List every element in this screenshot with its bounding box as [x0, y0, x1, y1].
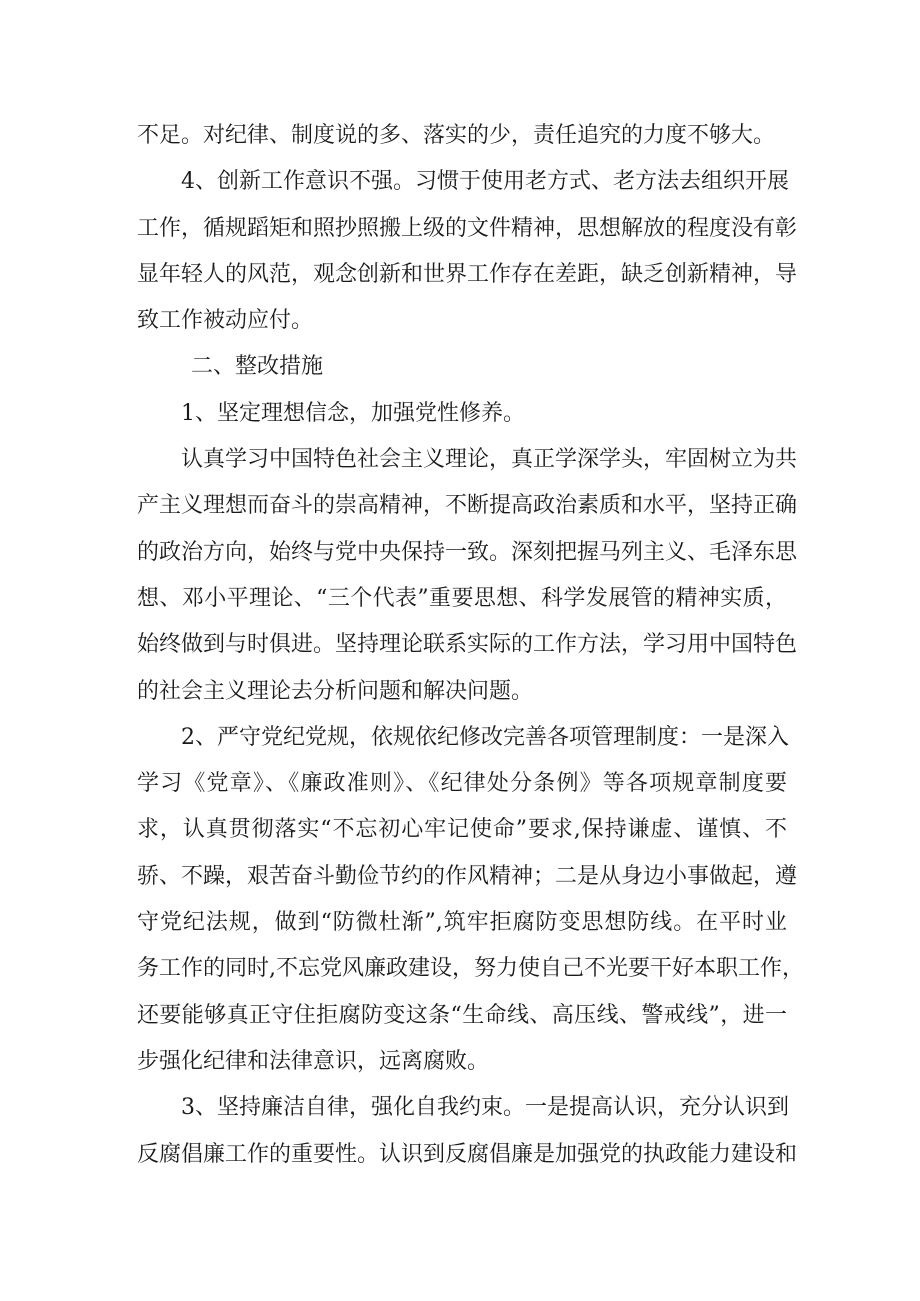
text-line: 还要能够真正守住拒腐防变这条“生命线、高压线、警戒线”，进一 — [137, 1002, 787, 1028]
document-body — [137, 113, 804, 1178]
text-line: 2、严守党纪党规，依规依纪修改完善各项管理制度：一是深入 — [181, 724, 789, 750]
text-line: 的政治方向，始终与党中央保持一致。深刻把握马列主义、毛泽东思 — [137, 539, 798, 565]
text-line: 务工作的同时,不忘党风廉政建设，努力使自己不光要干好本职工作， — [137, 956, 804, 982]
text-line: 守党纪法规，做到“防微杜渐”,筑牢拒腐防变思想防线。在平时业 — [137, 910, 787, 936]
text-line: 致工作被动应付。 — [137, 308, 314, 334]
text-line: 二、整改措施 — [191, 354, 324, 380]
text-line: 的社会主义理论去分析问题和解决问题。 — [137, 678, 534, 704]
text-line: 骄、不躁，艰苦奋斗勤俭节约的作风精神；二是从身边小事做起，遵 — [137, 863, 798, 889]
text-line: 显年轻人的风范，观念创新和世界工作存在差距，缺乏创新精神，导 — [137, 261, 798, 287]
text-line: 学习《党章》、《廉政准则》、《纪律处分条例》等各项规章制度要 — [137, 771, 787, 797]
text-line: 3、坚持廉洁自律，强化自我约束。一是提高认识，充分认识到 — [181, 1095, 789, 1121]
text-line: 1、坚定理想信念，加强党性修养。 — [181, 400, 525, 426]
text-line: 想、邓小平理论、“三个代表”重要思想、科学发展管的精神实质， — [137, 585, 787, 611]
text-line: 认真学习中国特色社会主义理论，真正学深学头，牢固树立为共 — [181, 447, 798, 473]
text-line: 步强化纪律和法律意识，远离腐败。 — [137, 1048, 490, 1074]
text-line: 4、创新工作意识不强。习惯于使用老方式、老方法去组织开展 — [181, 169, 789, 195]
text-line: 始终做到与时俱进。坚持理论联系实际的工作方法，学习用中国特色 — [137, 632, 798, 658]
text-line: 求，认真贯彻落实“不忘初心牢记使命”要求,保持谦虚、谨慎、不 — [137, 817, 787, 843]
text-line: 产主义理想而奋斗的崇高精神，不断提高政治素质和水平，坚持正确 — [137, 493, 798, 519]
text-line: 不足。对纪律、制度说的多、落实的少，责任追究的力度不够大。 — [137, 123, 776, 148]
text-line: 反腐倡廉工作的重要性。认识到反腐倡廉是加强党的执政能力建设和 — [137, 1141, 798, 1167]
text-line: 工作，循规蹈矩和照抄照搬上级的文件精神，思想解放的程度没有彰 — [137, 215, 798, 241]
